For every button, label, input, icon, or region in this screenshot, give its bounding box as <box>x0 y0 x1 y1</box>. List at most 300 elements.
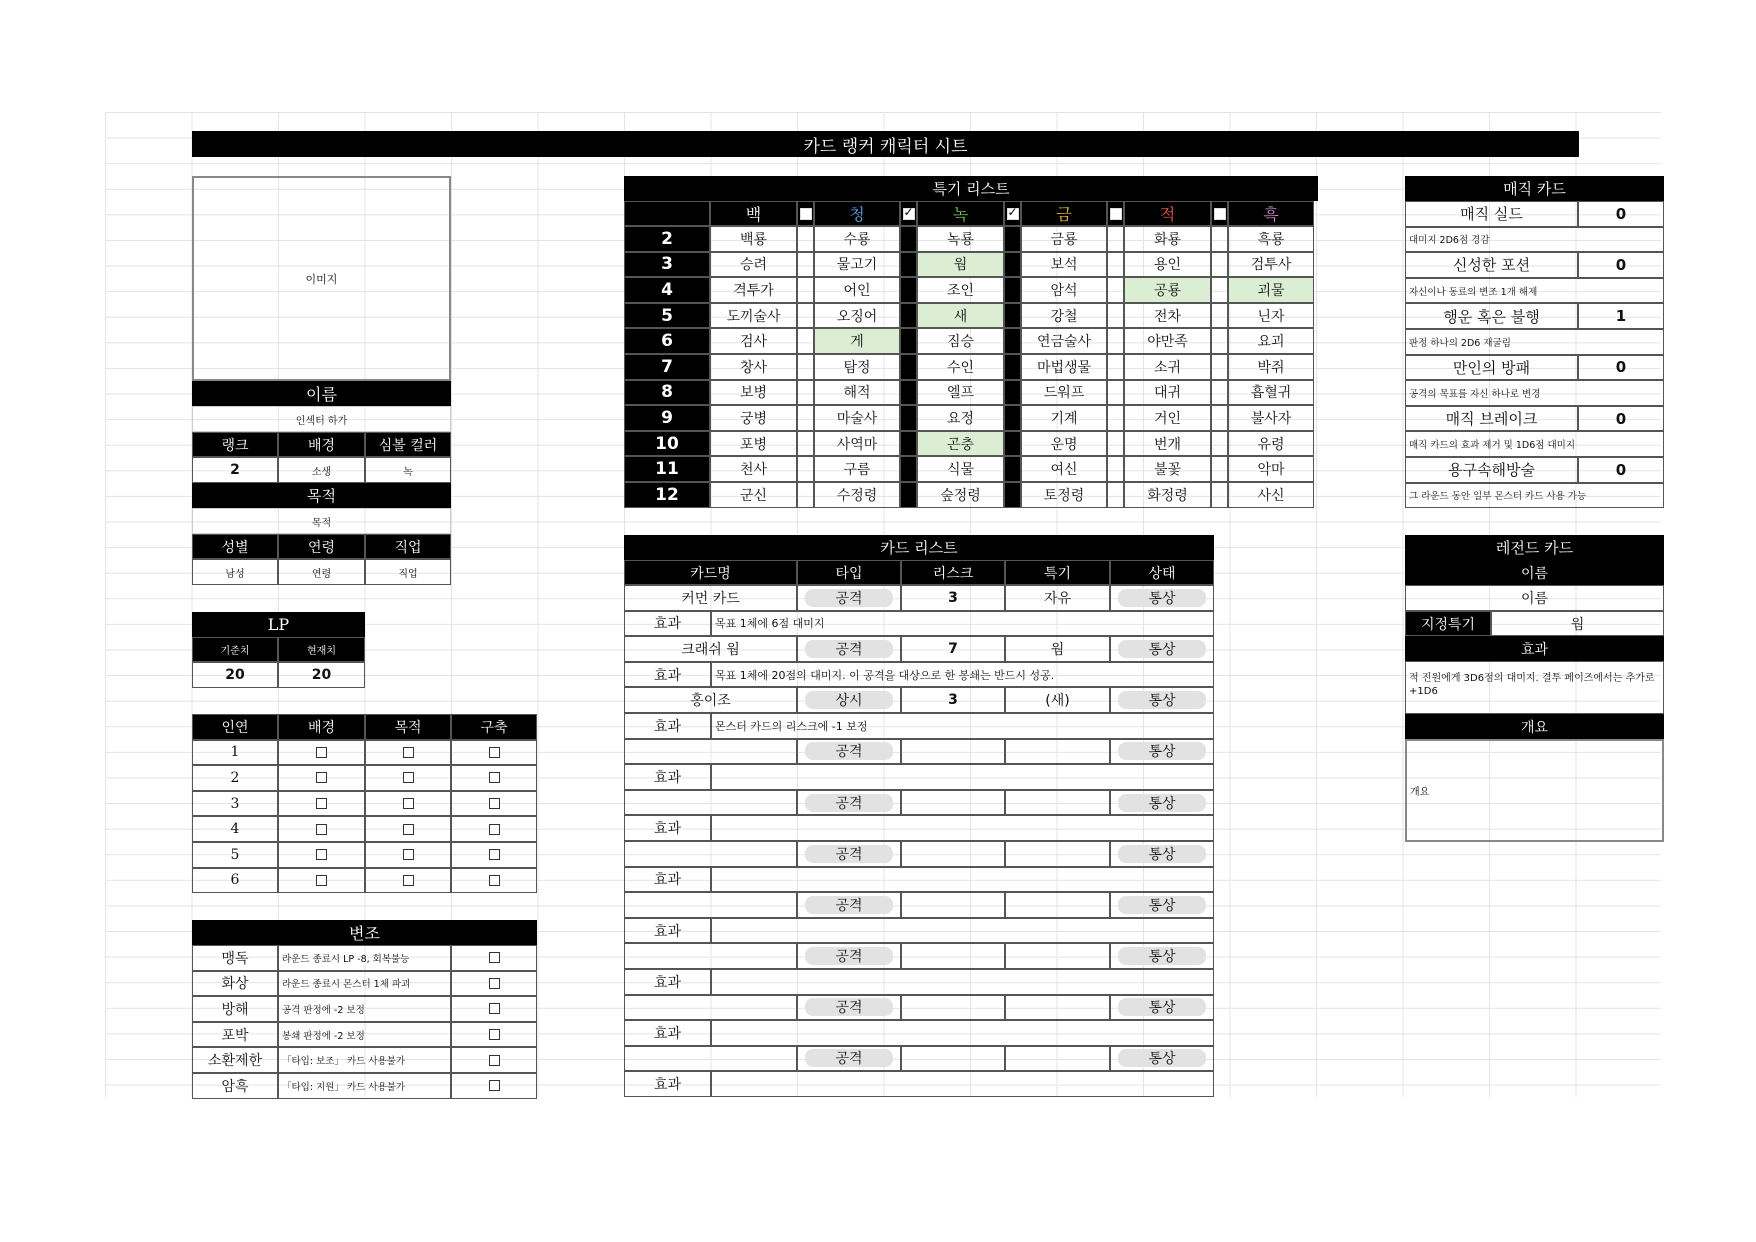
skill-cell[interactable]: 여신 <box>1021 456 1107 482</box>
skill-cell[interactable]: 조인 <box>917 277 1004 303</box>
skill-cell[interactable]: 웜 <box>917 252 1004 278</box>
skill-cell[interactable]: 수인 <box>917 354 1004 380</box>
card-type-select[interactable]: 공격 <box>805 896 893 914</box>
card-state-cell <box>1110 687 1214 713</box>
skill-gap-cell[interactable] <box>900 277 917 303</box>
skill-gap-cell[interactable] <box>1107 405 1124 431</box>
skill-gap-cell[interactable] <box>1211 252 1228 278</box>
card-name[interactable]: 크래쉬 웜 <box>624 636 797 662</box>
card-state-select[interactable]: 통상 <box>1118 845 1206 863</box>
skill-gap-cell[interactable] <box>900 405 917 431</box>
skill-gap-cell[interactable] <box>1004 277 1021 303</box>
skill-gap-cell[interactable] <box>900 328 917 354</box>
card-type-select[interactable]: 공격 <box>805 640 893 658</box>
card-state-select[interactable]: 통상 <box>1118 691 1206 709</box>
background-header: 배경 <box>278 432 365 457</box>
card-type-select[interactable]: 공격 <box>805 845 893 863</box>
skill-cell[interactable]: 식물 <box>917 456 1004 482</box>
skill-gap-cell[interactable] <box>797 431 814 457</box>
skill-gap-cell[interactable] <box>1107 303 1124 329</box>
card-effect-value[interactable] <box>711 764 1214 790</box>
cards-col-name: 카드명 <box>624 560 797 585</box>
name-value[interactable]: 인섹터 하가 <box>192 406 451 432</box>
skill-cell[interactable]: 검투사 <box>1228 252 1314 278</box>
skill-row <box>624 482 1318 508</box>
skill-color-4: 적 <box>1124 201 1211 226</box>
magic-card-name: 신성한 포션 <box>1405 252 1578 278</box>
bond-purpose-checkbox[interactable] <box>403 747 414 758</box>
magic-card-count[interactable]: 0 <box>1578 406 1664 432</box>
skill-row-number: 6 <box>624 328 710 354</box>
skill-cell[interactable]: 유령 <box>1228 431 1314 457</box>
change-desc: 라운드 종료시 몬스터 1체 파괴 <box>278 971 451 997</box>
skill-cell[interactable]: 화룡 <box>1124 226 1211 252</box>
skill-cell[interactable]: 마술사 <box>814 405 900 431</box>
card-type-cell <box>797 687 901 713</box>
skill-gap-checkbox[interactable] <box>1214 208 1226 220</box>
card-name[interactable] <box>624 892 797 918</box>
skill-cell[interactable]: 수룡 <box>814 226 900 252</box>
skill-gap-cell[interactable] <box>1107 226 1124 252</box>
skill-cell[interactable]: 대귀 <box>1124 380 1211 406</box>
bond-background-checkbox[interactable] <box>316 798 327 809</box>
skill-cell[interactable]: 물고기 <box>814 252 900 278</box>
skill-gap-cell[interactable] <box>1211 482 1228 508</box>
card-risk[interactable] <box>901 892 1005 918</box>
skill-gap-toggle-cell <box>1004 201 1021 226</box>
skill-row-number: 12 <box>624 482 710 508</box>
legend-summary-text: 개요 <box>1410 787 1430 798</box>
skill-gap-cell[interactable] <box>1211 456 1228 482</box>
skill-row-number: 11 <box>624 456 710 482</box>
change-name: 소환제한 <box>192 1047 278 1073</box>
card-effect-label: 효과 <box>624 918 711 944</box>
job-value[interactable]: 직업 <box>365 559 451 585</box>
skill-cell[interactable]: 궁병 <box>710 405 797 431</box>
skill-gap-cell[interactable] <box>797 456 814 482</box>
card-effect-row <box>624 1020 1214 1046</box>
skill-cell[interactable]: 오징어 <box>814 303 900 329</box>
card-risk[interactable] <box>901 995 1005 1021</box>
skill-cell[interactable]: 전차 <box>1124 303 1211 329</box>
skill-color-5: 흑 <box>1228 201 1314 226</box>
card-skill[interactable] <box>1005 790 1110 816</box>
bond-build-checkbox-cell <box>451 765 537 791</box>
skill-gap-cell[interactable] <box>1107 456 1124 482</box>
skill-row <box>624 405 1318 431</box>
skill-gap-cell[interactable] <box>1107 277 1124 303</box>
skill-cell[interactable]: 암석 <box>1021 277 1107 303</box>
card-name[interactable] <box>624 1046 797 1072</box>
skill-cell[interactable]: 강철 <box>1021 303 1107 329</box>
skill-cell[interactable]: 흑룡 <box>1228 226 1314 252</box>
skill-cell[interactable]: 닌자 <box>1228 303 1314 329</box>
bond-number: 4 <box>192 816 278 842</box>
card-skill[interactable] <box>1005 739 1110 765</box>
character-image[interactable] <box>192 176 451 381</box>
card-effect-row <box>624 815 1214 841</box>
symbol-value[interactable]: 녹 <box>365 457 451 483</box>
skill-gap-cell[interactable] <box>1004 252 1021 278</box>
card-type-select[interactable]: 공격 <box>805 589 893 607</box>
change-name: 화상 <box>192 971 278 997</box>
skill-gap-cell[interactable] <box>900 380 917 406</box>
card-effect-value[interactable] <box>711 815 1214 841</box>
bond-build-checkbox[interactable] <box>489 798 500 809</box>
skill-cell[interactable]: 토정령 <box>1021 482 1107 508</box>
skill-gap-cell[interactable] <box>900 456 917 482</box>
skill-gap-cell[interactable] <box>1004 226 1021 252</box>
skill-cell[interactable]: 드워프 <box>1021 380 1107 406</box>
card-state-select[interactable]: 통상 <box>1118 742 1206 760</box>
skill-cell[interactable]: 군신 <box>710 482 797 508</box>
legend-header: 레전드 카드 <box>1405 535 1664 560</box>
card-effect-label: 효과 <box>624 713 711 739</box>
skill-cell[interactable]: 괴물 <box>1228 277 1314 303</box>
card-risk[interactable] <box>901 841 1005 867</box>
skill-cell[interactable]: 게 <box>814 328 900 354</box>
skill-cell[interactable]: 기계 <box>1021 405 1107 431</box>
magic-card-count[interactable]: 0 <box>1578 201 1664 227</box>
skill-cell[interactable]: 불꽃 <box>1124 456 1211 482</box>
card-name[interactable] <box>624 943 797 969</box>
rank-value[interactable]: 2 <box>192 457 278 483</box>
skill-cell[interactable]: 곤충 <box>917 431 1004 457</box>
skill-gap-checkbox[interactable] <box>1007 208 1019 220</box>
lp-current-value[interactable]: 20 <box>278 662 365 688</box>
skill-cell[interactable]: 수정령 <box>814 482 900 508</box>
cards-col-skill: 특기 <box>1005 560 1110 585</box>
skill-gap-cell[interactable] <box>1004 380 1021 406</box>
card-type-cell <box>797 790 901 816</box>
card-skill[interactable] <box>1005 995 1110 1021</box>
bond-purpose-checkbox[interactable] <box>403 849 414 860</box>
bond-background-checkbox-cell <box>278 842 365 868</box>
skill-gap-cell[interactable] <box>1211 405 1228 431</box>
card-state-cell <box>1110 943 1214 969</box>
bond-purpose-checkbox[interactable] <box>403 875 414 886</box>
skill-cell[interactable]: 해적 <box>814 380 900 406</box>
skill-cell[interactable]: 악마 <box>1228 456 1314 482</box>
skill-gap-cell[interactable] <box>1107 354 1124 380</box>
bond-background-checkbox[interactable] <box>316 747 327 758</box>
card-effect-label: 효과 <box>624 1071 711 1097</box>
skill-gap-cell[interactable] <box>900 252 917 278</box>
magic-card-count[interactable]: 0 <box>1578 355 1664 381</box>
card-effect-value[interactable] <box>711 969 1214 995</box>
card-effect-value[interactable] <box>711 1071 1214 1097</box>
card-effect-row <box>624 764 1214 790</box>
bond-number: 6 <box>192 868 278 894</box>
skill-row <box>624 252 1318 278</box>
card-skill[interactable]: (새) <box>1005 687 1110 713</box>
skill-row-number: 4 <box>624 277 710 303</box>
change-checkbox[interactable] <box>489 978 500 989</box>
skill-cell[interactable]: 요괴 <box>1228 328 1314 354</box>
skill-cell[interactable]: 짐승 <box>917 328 1004 354</box>
bond-background-checkbox-cell <box>278 791 365 817</box>
card-skill[interactable] <box>1005 1046 1110 1072</box>
gender-value[interactable]: 남성 <box>192 559 278 585</box>
bond-build-checkbox[interactable] <box>489 875 500 886</box>
skill-cell[interactable]: 창사 <box>710 354 797 380</box>
skill-gap-cell[interactable] <box>1004 456 1021 482</box>
bond-background-checkbox[interactable] <box>316 772 327 783</box>
card-effect-row <box>624 867 1214 893</box>
skill-gap-cell[interactable] <box>797 303 814 329</box>
card-state-select[interactable]: 통상 <box>1118 947 1206 965</box>
card-skill[interactable]: 웜 <box>1005 636 1110 662</box>
skill-cell[interactable]: 사신 <box>1228 482 1314 508</box>
bond-build-checkbox[interactable] <box>489 849 500 860</box>
skill-cell[interactable]: 번개 <box>1124 431 1211 457</box>
card-risk[interactable]: 3 <box>901 687 1005 713</box>
card-type-select[interactable]: 상시 <box>805 691 893 709</box>
skill-gap-cell[interactable] <box>900 226 917 252</box>
magic-card-desc: 대미지 2D6점 경감 <box>1405 227 1664 253</box>
bond-background-checkbox[interactable] <box>316 849 327 860</box>
skill-gap-cell[interactable] <box>797 328 814 354</box>
card-name[interactable] <box>624 995 797 1021</box>
skill-cell[interactable]: 요정 <box>917 405 1004 431</box>
card-state-cell <box>1110 739 1214 765</box>
skill-gap-toggle-cell <box>900 201 917 226</box>
skill-gap-checkbox[interactable] <box>1110 208 1122 220</box>
bond-build-checkbox[interactable] <box>489 772 500 783</box>
card-skill[interactable] <box>1005 841 1110 867</box>
skill-cell[interactable]: 엘프 <box>917 380 1004 406</box>
skill-gap-cell[interactable] <box>900 431 917 457</box>
magic-table <box>1405 201 1664 508</box>
skill-cell[interactable]: 새 <box>917 303 1004 329</box>
skill-gap-cell[interactable] <box>1107 482 1124 508</box>
card-name[interactable] <box>624 790 797 816</box>
skill-cell[interactable]: 포병 <box>710 431 797 457</box>
card-effect-value[interactable] <box>711 918 1214 944</box>
skill-cell[interactable]: 탐정 <box>814 354 900 380</box>
bond-purpose-checkbox[interactable] <box>403 772 414 783</box>
skill-cell[interactable]: 금룡 <box>1021 226 1107 252</box>
card-effect-value[interactable]: 목표 1체에 6점 대미지 <box>711 611 1214 637</box>
skill-gap-cell[interactable] <box>1004 431 1021 457</box>
card-type-select[interactable]: 공격 <box>805 947 893 965</box>
background-value[interactable]: 소생 <box>278 457 365 483</box>
bonds-header-purpose: 목적 <box>365 714 451 740</box>
card-risk[interactable] <box>901 739 1005 765</box>
legend-name-value[interactable]: 이름 <box>1405 585 1664 611</box>
magic-card-name: 매직 브레이크 <box>1405 406 1578 432</box>
skill-gap-cell[interactable] <box>900 482 917 508</box>
card-effect-value[interactable]: 몬스터 카드의 리스크에 -1 보정 <box>711 713 1214 739</box>
skill-gap-cell[interactable] <box>797 482 814 508</box>
skill-gap-cell[interactable] <box>797 252 814 278</box>
legend-name-header: 이름 <box>1405 560 1664 585</box>
skill-gap-cell[interactable] <box>1004 303 1021 329</box>
card-state-cell <box>1110 585 1214 611</box>
legend-effect-value[interactable]: 적 진원에게 3D6점의 대미지. 결투 페이즈에서는 추가로 +1D6 <box>1405 661 1664 714</box>
card-effect-value[interactable] <box>711 1020 1214 1046</box>
bond-background-checkbox[interactable] <box>316 875 327 886</box>
card-risk[interactable]: 3 <box>901 585 1005 611</box>
card-type-select[interactable]: 공격 <box>805 1049 893 1067</box>
card-skill[interactable]: 자유 <box>1005 585 1110 611</box>
skill-cell[interactable]: 사역마 <box>814 431 900 457</box>
card-risk[interactable]: 7 <box>901 636 1005 662</box>
skill-row <box>624 303 1318 329</box>
skill-cell[interactable]: 격투가 <box>710 277 797 303</box>
change-checkbox[interactable] <box>489 1029 500 1040</box>
skill-cell[interactable]: 숲정령 <box>917 482 1004 508</box>
bonds-header-bond: 인연 <box>192 714 278 740</box>
card-name[interactable] <box>624 739 797 765</box>
skill-gap-cell[interactable] <box>1211 277 1228 303</box>
card-state-select[interactable]: 통상 <box>1118 794 1206 812</box>
skill-cell[interactable]: 연금술사 <box>1021 328 1107 354</box>
bond-background-checkbox[interactable] <box>316 824 327 835</box>
cards-col-risk: 리스크 <box>901 560 1005 585</box>
skill-gap-cell[interactable] <box>1107 328 1124 354</box>
card-type-select[interactable]: 공격 <box>805 794 893 812</box>
skill-gap-cell[interactable] <box>1107 252 1124 278</box>
magic-card-count[interactable]: 0 <box>1578 457 1664 483</box>
lp-header: LP <box>192 612 365 637</box>
card-state-select[interactable]: 통상 <box>1118 1049 1206 1067</box>
age-value[interactable]: 연령 <box>278 559 365 585</box>
skill-cell[interactable]: 천사 <box>710 456 797 482</box>
bond-build-checkbox-cell <box>451 791 537 817</box>
skill-gap-cell[interactable] <box>797 380 814 406</box>
card-skill[interactable] <box>1005 892 1110 918</box>
skill-cell[interactable]: 화정령 <box>1124 482 1211 508</box>
card-effect-value[interactable] <box>711 867 1214 893</box>
card-state-select[interactable]: 통상 <box>1118 998 1206 1016</box>
skill-cell[interactable]: 불사자 <box>1228 405 1314 431</box>
skill-gap-cell[interactable] <box>797 354 814 380</box>
skill-gap-checkbox[interactable] <box>800 208 812 220</box>
card-type-select[interactable]: 공격 <box>805 998 893 1016</box>
skill-cell[interactable]: 소귀 <box>1124 354 1211 380</box>
skill-gap-cell[interactable] <box>1211 354 1228 380</box>
skill-gap-cell[interactable] <box>797 405 814 431</box>
skill-gap-cell[interactable] <box>900 303 917 329</box>
skill-gap-cell[interactable] <box>1211 303 1228 329</box>
skill-gap-cell[interactable] <box>1211 380 1228 406</box>
card-effect-row <box>624 969 1214 995</box>
legend-skill-value[interactable]: 웜 <box>1491 611 1664 636</box>
cards-col-state: 상태 <box>1110 560 1214 585</box>
purpose-value[interactable]: 목적 <box>192 508 451 534</box>
skill-cell[interactable]: 검사 <box>710 328 797 354</box>
change-desc: 봉쇄 판정에 -2 보정 <box>278 1022 451 1048</box>
card-risk[interactable] <box>901 790 1005 816</box>
cards-header: 카드 리스트 <box>624 535 1214 560</box>
skill-cell[interactable]: 공룡 <box>1124 277 1211 303</box>
skill-cell[interactable]: 흡혈귀 <box>1228 380 1314 406</box>
skill-row <box>624 380 1318 406</box>
card-effect-label: 효과 <box>624 867 711 893</box>
skill-gap-cell[interactable] <box>797 226 814 252</box>
card-type-cell <box>797 995 901 1021</box>
card-row <box>624 943 1214 969</box>
card-effect-value[interactable]: 목표 1체에 20점의 대미지. 이 공격을 대상으로 한 봉쇄는 반드시 성공. <box>711 662 1214 688</box>
skill-cell[interactable]: 어인 <box>814 277 900 303</box>
change-checkbox[interactable] <box>489 1080 500 1091</box>
skill-gap-cell[interactable] <box>1004 328 1021 354</box>
skill-gap-cell[interactable] <box>1004 354 1021 380</box>
change-checkbox[interactable] <box>489 1003 500 1014</box>
skill-cell[interactable]: 마법생물 <box>1021 354 1107 380</box>
bond-purpose-checkbox-cell <box>365 791 451 817</box>
skill-gap-cell[interactable] <box>797 277 814 303</box>
change-checkbox-cell <box>451 971 537 997</box>
skill-cell[interactable]: 백룡 <box>710 226 797 252</box>
card-name[interactable]: 커먼 카드 <box>624 585 797 611</box>
bond-number: 3 <box>192 791 278 817</box>
skill-cell[interactable]: 거인 <box>1124 405 1211 431</box>
legend-summary-value[interactable] <box>1405 739 1664 842</box>
skill-gap-cell[interactable] <box>1211 328 1228 354</box>
card-skill[interactable] <box>1005 943 1110 969</box>
card-state-select[interactable]: 통상 <box>1118 896 1206 914</box>
bonds-header-build: 구축 <box>451 714 537 740</box>
card-name[interactable]: 홍이조 <box>624 687 797 713</box>
magic-card-desc: 매직 카드의 효과 제거 및 1D6점 대미지 <box>1405 431 1664 457</box>
lp-base-value[interactable]: 20 <box>192 662 278 688</box>
card-name[interactable] <box>624 841 797 867</box>
skill-cell[interactable]: 승려 <box>710 252 797 278</box>
skill-gap-cell[interactable] <box>1107 431 1124 457</box>
card-type-cell <box>797 943 901 969</box>
skill-gap-toggle-cell <box>1107 201 1124 226</box>
card-risk[interactable] <box>901 943 1005 969</box>
skill-gap-cell[interactable] <box>1211 431 1228 457</box>
skill-color-1: 청 <box>814 201 900 226</box>
skill-cell[interactable]: 보병 <box>710 380 797 406</box>
skill-gap-cell[interactable] <box>1211 226 1228 252</box>
magic-row <box>1405 457 1664 483</box>
change-checkbox[interactable] <box>489 1055 500 1066</box>
bond-build-checkbox-cell <box>451 740 537 766</box>
magic-card-count[interactable]: 0 <box>1578 252 1664 278</box>
skill-cell[interactable]: 용인 <box>1124 252 1211 278</box>
skill-row <box>624 277 1318 303</box>
skill-gap-cell[interactable] <box>1107 380 1124 406</box>
skill-cell[interactable]: 구름 <box>814 456 900 482</box>
skill-gap-cell[interactable] <box>900 354 917 380</box>
bond-build-checkbox[interactable] <box>489 747 500 758</box>
skill-gap-cell[interactable] <box>1004 482 1021 508</box>
skill-cell[interactable]: 도끼술사 <box>710 303 797 329</box>
skill-cell[interactable]: 야만족 <box>1124 328 1211 354</box>
bond-build-checkbox[interactable] <box>489 824 500 835</box>
card-state-select[interactable]: 통상 <box>1118 589 1206 607</box>
card-risk[interactable] <box>901 1046 1005 1072</box>
skill-gap-cell[interactable] <box>1004 405 1021 431</box>
card-state-select[interactable]: 통상 <box>1118 640 1206 658</box>
card-type-select[interactable]: 공격 <box>805 742 893 760</box>
bond-purpose-checkbox[interactable] <box>403 798 414 809</box>
skill-gap-checkbox[interactable] <box>903 208 915 220</box>
skill-cell[interactable]: 운명 <box>1021 431 1107 457</box>
magic-card-count[interactable]: 1 <box>1578 303 1664 329</box>
change-checkbox[interactable] <box>489 952 500 963</box>
skill-cell[interactable]: 녹룡 <box>917 226 1004 252</box>
skill-cell[interactable]: 박쥐 <box>1228 354 1314 380</box>
skill-color-3: 금 <box>1021 201 1107 226</box>
magic-row <box>1405 355 1664 381</box>
bond-purpose-checkbox[interactable] <box>403 824 414 835</box>
skill-cell[interactable]: 보석 <box>1021 252 1107 278</box>
